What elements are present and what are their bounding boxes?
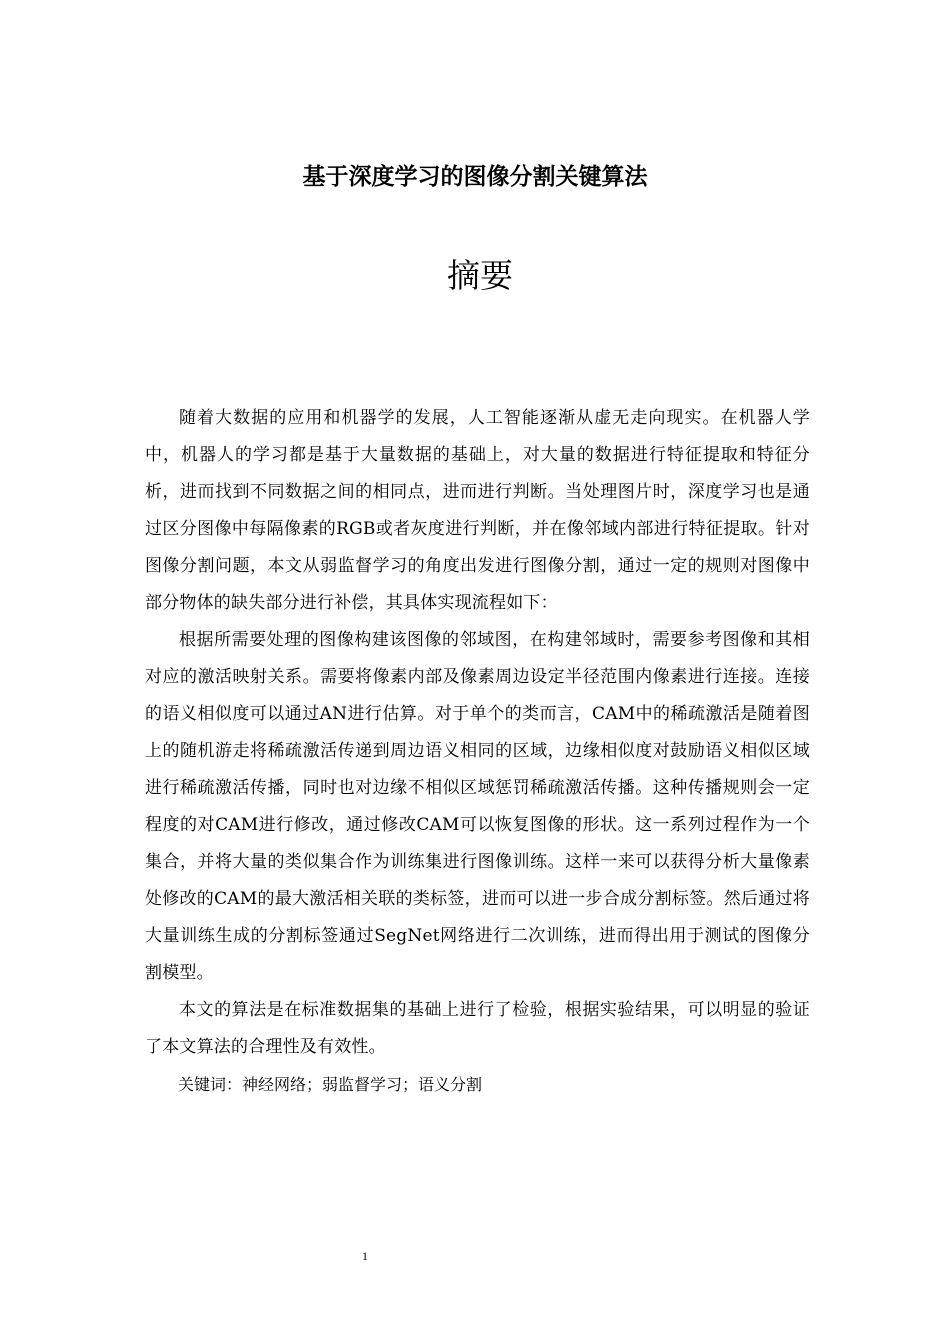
abstract-body: [145, 400, 810, 1103]
abstract-paragraph-2: 根据所需要处理的图像构建该图像的邻域图，在构建邻域时，需要参考图像和其相对应的激活映射关系。需要将像素内部及像素周边设定半径范围内像素进行连接。连接的语义相似度可以通过AN进行估算。对于单个的类而言，CAM中的稀疏激活是随着图上的随机游走将稀疏激活传递到周边语义相同的区域，边缘相似度对鼓励语义相似区域进行稀疏激活传播，同时也对边缘不相似区域惩罚稀疏激活传播。这种传播规则会一定程度的对CAM进行修改，通过修改CAM可以恢复图像的形状。这一系列过程作为一个集合，并将大量的类似集合作为训练集进行图像训练。这样一来可以获得分析大量像素处修改的CAM的最大激活相关联的类标签，进而可以进一步合成分割标签。然后通过将大量训练生成的分割标签通过SegNet网络进行二次训练，进而得出用于测试的图像分割模型。: [145, 630, 810, 983]
abstract-paragraph-3: 本文的算法是在标准数据集的基础上进行了检验，根据实验结果，可以明显的验证了本文算法的合理性及有效性。: [145, 1000, 810, 1057]
document-title: 基于深度学习的图像分割关键算法: [302, 164, 648, 190]
keywords-line: 关键词：神经网络；弱监督学习；语义分割: [178, 1075, 483, 1094]
abstract-heading: 摘要: [447, 256, 513, 295]
abstract-paragraph-1: 随着大数据的应用和机器学的发展，人工智能逐渐从虚无走向现实。在机器人学中，机器人的学习都是基于大量数据的基础上，对大量的数据进行特征提取和特征分析，进而找到不同数据之间的相同点，进而进行判断。当处理图片时，深度学习也是通过区分图像中每隔像素的RGB或者灰度进行判断，并在像邻域内部进行特征提取。针对图像分割问题，本文从弱监督学习的角度出发进行图像分割，通过一定的规则对图像中部分物体的缺失部分进行补偿，其具体实现流程如下：: [145, 408, 810, 613]
page-number: 1: [362, 1249, 368, 1263]
